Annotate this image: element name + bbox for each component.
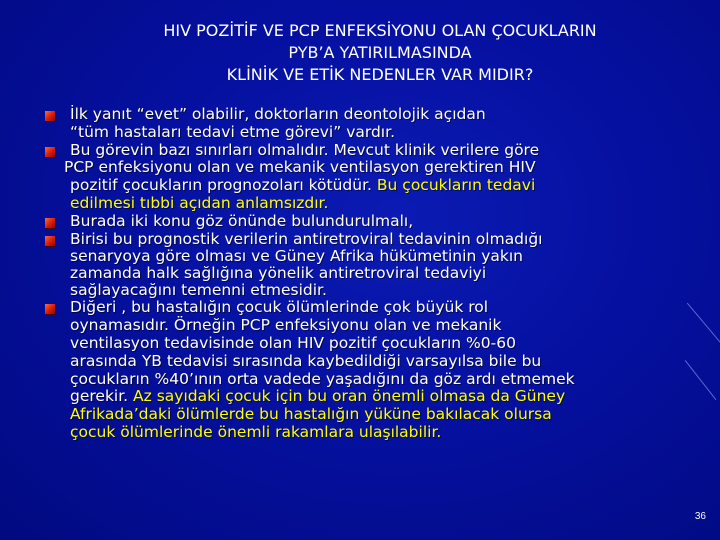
decorative-line [685,360,717,400]
bullet-text-line [70,406,680,424]
bullet-text-line [70,231,680,249]
bullet-text-line [70,106,680,124]
text-segment: Birisi bu prognostik verilerin antiretroviral tedavinin olmadığı [70,229,543,248]
text-segment: PCP enfeksiyonu olan ve mekanik ventilasyon gerektiren HIV [64,158,536,177]
text-segment: gerekir. [70,387,134,406]
bullet-text-line [70,266,680,281]
title-line-2: PYB’A YATIRILMASINDA [288,43,472,62]
text-segment: ventilasyon tedavisinde olan HIV pozitif çocukların %0-60 [70,333,516,352]
bullet-square-icon [45,111,55,121]
bullet-text-line [70,213,680,231]
bullet-item [40,106,680,142]
text-segment: “tüm hastaları tedavi etme görevi” vardır. [70,122,395,141]
bullet-text-line [70,371,680,389]
text-segment: arasında YB tedavisi sırasında kaybedildiği varsayılsa bile bu [70,351,542,370]
bullet-text-line [70,195,680,213]
bullet-text-line [64,159,680,177]
bullet-text-line [70,317,680,335]
bullet-text-line [70,142,680,160]
text-segment: çocukların %40’ının orta vadede yaşadığını da göz ardı etmemek [70,369,575,388]
decorative-line [687,303,720,350]
text-segment: sağlayacağını temenni etmesidir. [70,280,327,299]
text-segment: senaryoya göre olması ve Güney Afrika hükümetinin yakın [70,247,523,266]
bullet-text-line [70,282,680,300]
bullet-text-line [70,424,680,442]
bullet-text-line [70,335,680,353]
bullet-text-line [70,353,680,371]
text-segment: çocuk ölümlerinde önemli rakamlara ulaşılabilir. [70,422,442,441]
text-segment: Afrikada’daki ölümlerde bu hastalığın yüküne bakılacak olursa [70,405,552,424]
bullet-item [40,299,680,441]
text-segment: zamanda halk sağlığına yönelik antiretroviral tedaviyi [70,264,487,283]
text-segment: oynamasıdır. Örneğin PCP enfeksiyonu olan ve mekanik [70,316,502,335]
title-line-1: HIV POZİTİF VE PCP ENFEKSİYONU OLAN ÇOCUKLARIN [163,21,597,40]
text-segment: Bu görevin bazı sınırları olmalıdır. Mevcut klinik verilere göre [70,140,540,159]
title-line-3: KLİNİK VE ETİK NEDENLER VAR MIDIR? [226,65,534,84]
bullet-text-line [70,299,680,317]
bullet-list [40,106,680,442]
bullet-square-icon [45,147,55,157]
text-segment: edilmesi tıbbi açıdan anlamsızdır. [70,193,329,212]
highlighted-text-segment: Az sayıdaki çocuk için bu oran önemli olmasa da Güney [133,387,566,406]
bullet-square-icon [45,236,55,246]
bullet-text-line [70,388,680,406]
highlighted-text-segment: Bu çocukların tedavi [376,176,536,195]
text-segment: Diğeri , bu hastalığın çocuk ölümlerinde çok büyük rol [70,298,489,317]
text-segment: Burada iki konu göz önünde bulundurulmalı, [70,211,414,230]
bullet-item [40,213,680,231]
slide-title [60,20,700,86]
bullet-square-icon [45,218,55,228]
bullet-item [40,231,680,300]
bullet-text-line [70,124,680,142]
text-segment: pozitif çocukların prognozoları kötüdür. [70,176,377,195]
bullet-text-line [70,177,680,195]
page-number: 36 [694,511,706,522]
bullet-item [40,142,680,213]
text-segment: İlk yanıt “evet” olabilir, doktorların deontolojik açıdan [70,105,486,123]
bullet-square-icon [45,304,55,314]
